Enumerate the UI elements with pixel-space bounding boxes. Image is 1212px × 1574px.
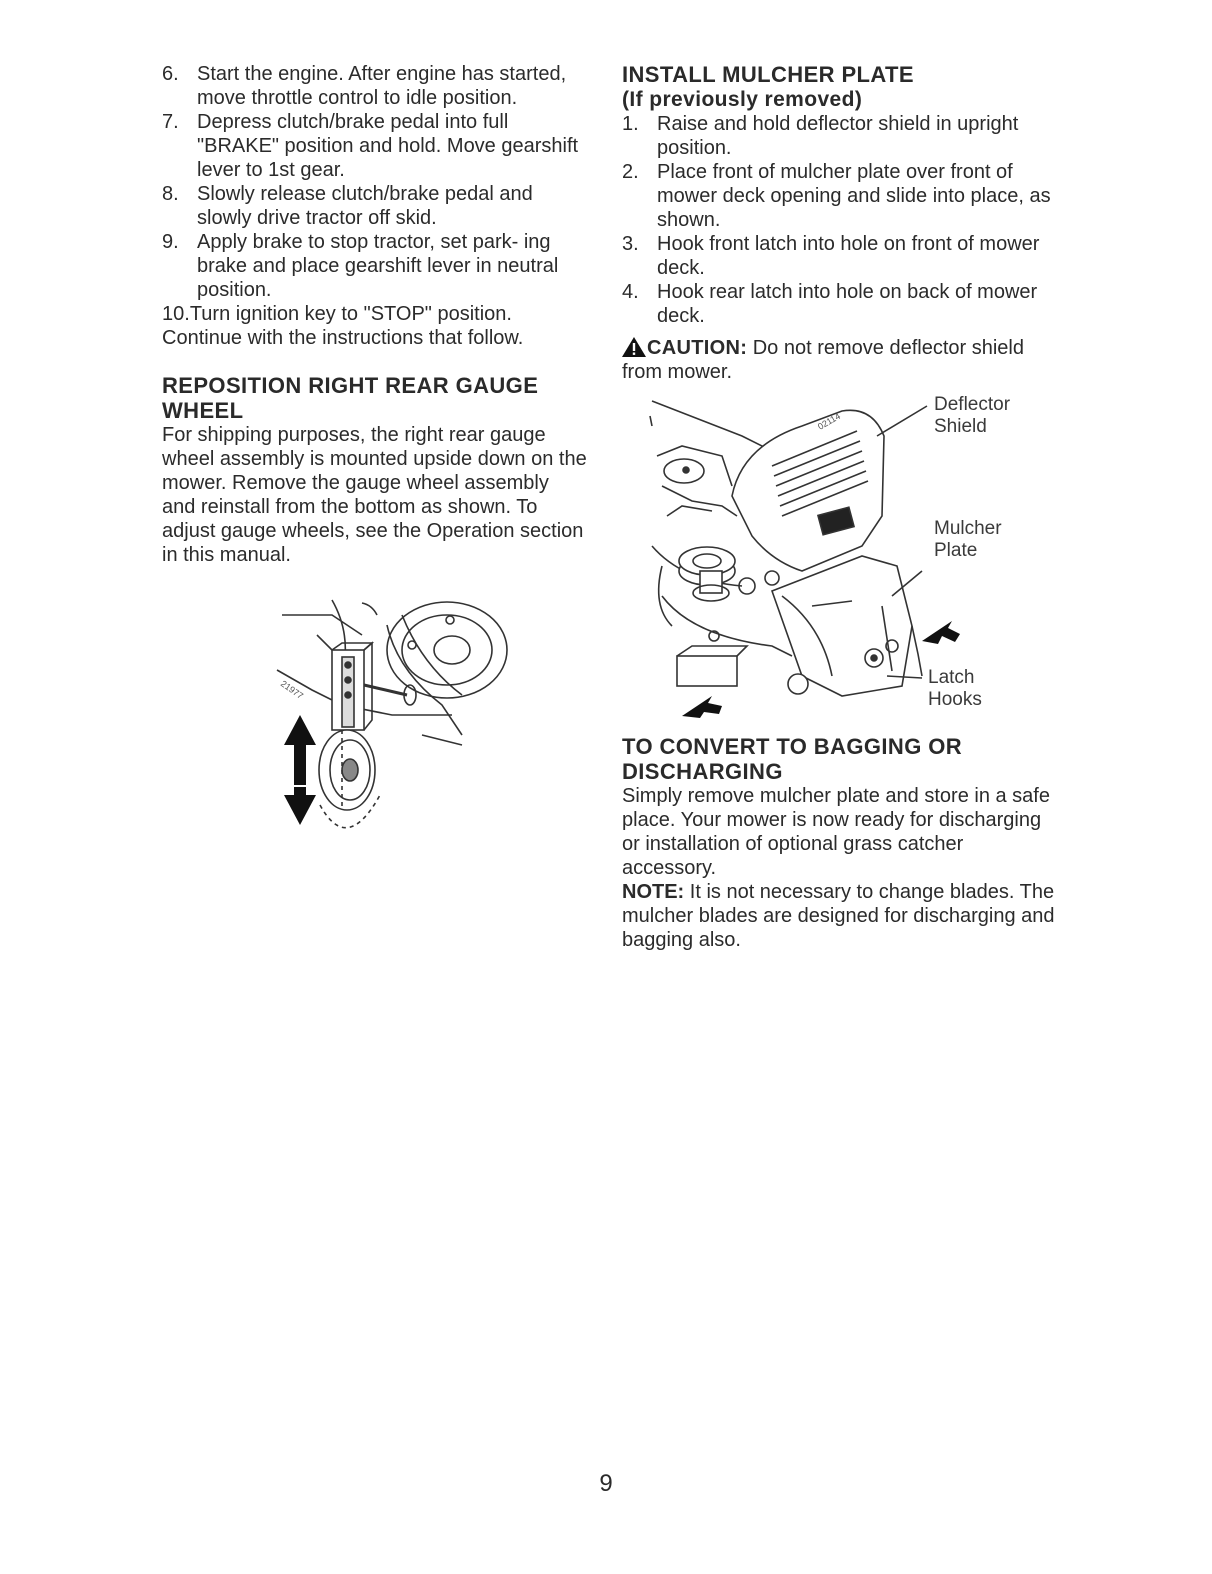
mulcher-step-1 — [622, 112, 1062, 160]
deflector-shield-callout — [934, 394, 1010, 438]
figure-code: 21977 — [278, 678, 306, 701]
step-text: Hook front latch into hole on front of mower deck. — [657, 233, 1040, 279]
warning-triangle-icon — [622, 337, 646, 357]
mulcher-plate-subheading: (If previously removed) — [622, 88, 863, 111]
callout-line: Hooks — [928, 689, 982, 710]
bagging-paragraph: Simply remove mulcher plate and store in a safe place. Your mower is now ready for discharging or installation of optional grass catcher accessory. — [622, 785, 1050, 879]
step-number: 2. — [622, 161, 639, 183]
step-text: Raise and hold deflector shield in upright position. — [657, 113, 1019, 159]
step-number: 1. — [622, 113, 639, 135]
mulcher-step-3 — [622, 232, 1062, 280]
step-9 — [162, 230, 587, 302]
step-text: Depress clutch/brake pedal into full "BRAKE" position and hold. Move gearshift lever to 1st gear. — [197, 111, 579, 181]
callout-line: Mulcher — [934, 518, 1002, 539]
continue-text: Continue with the instructions that follow. — [162, 327, 524, 349]
mulcher-plate-figure — [622, 396, 1022, 718]
step-number: 6. — [162, 63, 179, 85]
step-number: 4. — [622, 281, 639, 303]
gauge-wheel-heading: REPOSITION RIGHT REAR GAUGE WHEEL — [162, 373, 539, 423]
note-text: It is not necessary to change blades. The mulcher blades are designed for discharging and bagging also. — [622, 881, 1055, 951]
step-8 — [162, 182, 587, 230]
engine-steps-list — [162, 62, 587, 326]
step-7 — [162, 110, 587, 182]
caution-text: Do not remove deflector shield from mower. — [622, 337, 1024, 383]
mulcher-plate-callout — [934, 518, 1002, 562]
step-text: Turn ignition key to "STOP" position. — [189, 303, 512, 325]
step-number: 8. — [162, 183, 179, 205]
right-column — [622, 62, 1062, 952]
mulcher-step-2 — [622, 160, 1062, 232]
note-label: NOTE: — [622, 881, 685, 903]
bagging-heading: TO CONVERT TO BAGGING OR DISCHARGING — [622, 734, 963, 784]
caution-label: CAUTION: — [647, 337, 748, 359]
step-number: 9. — [162, 231, 179, 253]
gauge-wheel-figure — [272, 595, 592, 835]
callout-line: Shield — [934, 416, 987, 437]
page-number: 9 — [599, 1470, 613, 1497]
step-text: Hook rear latch into hole on back of mower deck. — [657, 281, 1038, 327]
step-text: Apply brake to stop tractor, set park- ing brake and place gearshift lever in neutral position. — [197, 231, 559, 301]
caution-note — [622, 336, 1062, 384]
step-number: 3. — [622, 233, 639, 255]
step-number: 10. — [162, 303, 190, 325]
callout-line: Latch — [928, 667, 975, 688]
callout-line: Deflector — [934, 394, 1011, 415]
mulcher-step-4 — [622, 280, 1062, 328]
callout-line: Plate — [934, 540, 978, 561]
note — [622, 880, 1062, 952]
mulcher-steps-list — [622, 112, 1062, 328]
latch-hooks-callout — [928, 667, 982, 711]
gauge-wheel-paragraph: For shipping purposes, the right rear gauge wheel assembly is mounted upside down on the mower. Remove the gauge wheel assembly and reinstall from the bottom as shown. To adjust gauge wheels, see the Operation section in this manual. — [162, 424, 587, 566]
gauge-wheel-illustration — [272, 595, 592, 835]
step-10 — [162, 302, 587, 326]
step-text: Slowly release clutch/brake pedal and slowly drive tractor off skid. — [197, 183, 533, 229]
mulcher-plate-heading: INSTALL MULCHER PLATE — [622, 62, 914, 87]
figure-code: 02114 — [816, 410, 843, 432]
step-number: 7. — [162, 111, 179, 133]
left-column — [162, 62, 587, 835]
step-6 — [162, 62, 587, 110]
step-text: Start the engine. After engine has started, move throttle control to idle position. — [197, 63, 567, 109]
step-text: Place front of mulcher plate over front of mower deck opening and slide into place, as shown. — [657, 161, 1051, 231]
